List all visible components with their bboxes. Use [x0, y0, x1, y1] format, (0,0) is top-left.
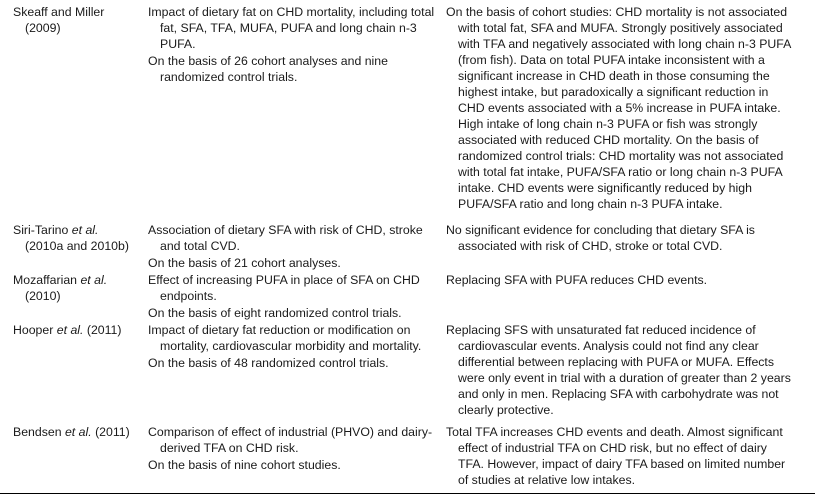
scope-cell: [148, 4, 440, 85]
conclusion-text: Replacing SFS with unsaturated fat reduced incidence of cardiovascular events. Analysis could not find any clear differential between replacing with PUFA or MUFA. Effects were only event in trial with a duration of greater than 2 years and only in men. Replacing SFA with carbohydrate was not clearly protective.: [446, 323, 791, 417]
scope-basis: On the basis of 21 cohort analyses.: [148, 256, 341, 270]
author-etal: et al.: [64, 425, 92, 439]
conclusion-text: On the basis of cohort studies: CHD mortality is not associated with total fat, SFA and MUFA. Strongly positively associated with TFA and negatively associated with long chain n-3 PUFA (from fish). Data on total PUFA intake inconsistent with a significant increase in CHD death in those consuming the highest intake, but paradoxically a significant reduction in CHD events associated with a 5% increase in PUFA intake. High intake of long chain n-3 PUFA or fish was strongly associated with reduced CHD mortality. On the basis of randomized control trials: CHD mortality was not associated with total fat intake, PUFA/SFA ratio or long chain n-3 PUFA intake. CHD events were significantly reduced by high PUFA/SFA ratio and long chain n-3 PUFA intake.: [446, 5, 791, 211]
scope-basis: On the basis of 26 cohort analyses and nine randomized control trials.: [148, 54, 388, 84]
author-etal: et al.: [80, 273, 108, 287]
conclusion-cell: [446, 272, 791, 288]
scope-text: Association of dietary SFA with risk of CHD, stroke and total CVD.: [148, 223, 423, 253]
conclusion-text: Replacing SFA with PUFA reduces CHD events.: [446, 273, 708, 287]
author-etal: et al.: [56, 323, 84, 337]
conclusion-cell: [446, 424, 791, 488]
author-year: (2011): [95, 425, 130, 439]
scope-basis: On the basis of 48 randomized control trials.: [148, 356, 389, 370]
author-name: Mozaffarian: [13, 273, 78, 287]
author-year: (2010a and 2010b): [25, 239, 129, 253]
scope-basis: On the basis of eight randomized control trials.: [148, 306, 402, 320]
conclusion-text: Total TFA increases CHD events and death. Almost significant effect of industrial TFA on CHD risk, but no effect of dairy TFA. However, impact of dairy TFA based on limited number of studies at relative low intakes.: [446, 425, 786, 487]
conclusion-cell: [446, 4, 791, 212]
scope-cell: [148, 272, 440, 321]
author-name: Siri-Tarino: [13, 223, 69, 237]
author-name: Bendsen: [13, 425, 62, 439]
author-cell: [13, 4, 138, 36]
author-year: (2010): [25, 289, 61, 303]
author-name: Hooper: [13, 323, 54, 337]
scope-cell: [148, 322, 440, 371]
author-year: (2011): [86, 323, 122, 337]
author-cell: [13, 322, 138, 338]
scope-text: Effect of increasing PUFA in place of SFA on CHD endpoints.: [148, 273, 420, 303]
author-year: (2009): [25, 21, 61, 35]
scope-text: Comparison of effect of industrial (PHVO) and dairy-derived TFA on CHD risk.: [148, 425, 433, 455]
scope-text: Impact of dietary fat reduction or modification on mortality, cardiovascular morbidity and mortality.: [148, 323, 422, 353]
scope-cell: [148, 424, 440, 473]
conclusion-cell: [446, 322, 791, 418]
author-cell: [13, 222, 138, 254]
author-etal: et al.: [71, 223, 99, 237]
scope-text: Impact of dietary fat on CHD mortality, including total fat, SFA, TFA, MUFA, PUFA and long chain n-3 PUFA.: [148, 5, 435, 51]
author-name: Skeaff and Miller: [13, 5, 105, 19]
scope-cell: [148, 222, 440, 271]
conclusion-text: No significant evidence for concluding that dietary SFA is associated with risk of CHD, stroke or total CVD.: [446, 223, 755, 253]
author-cell: [13, 424, 138, 440]
conclusion-cell: [446, 222, 791, 254]
scope-basis: On the basis of nine cohort studies.: [148, 458, 341, 472]
author-cell: [13, 272, 138, 304]
